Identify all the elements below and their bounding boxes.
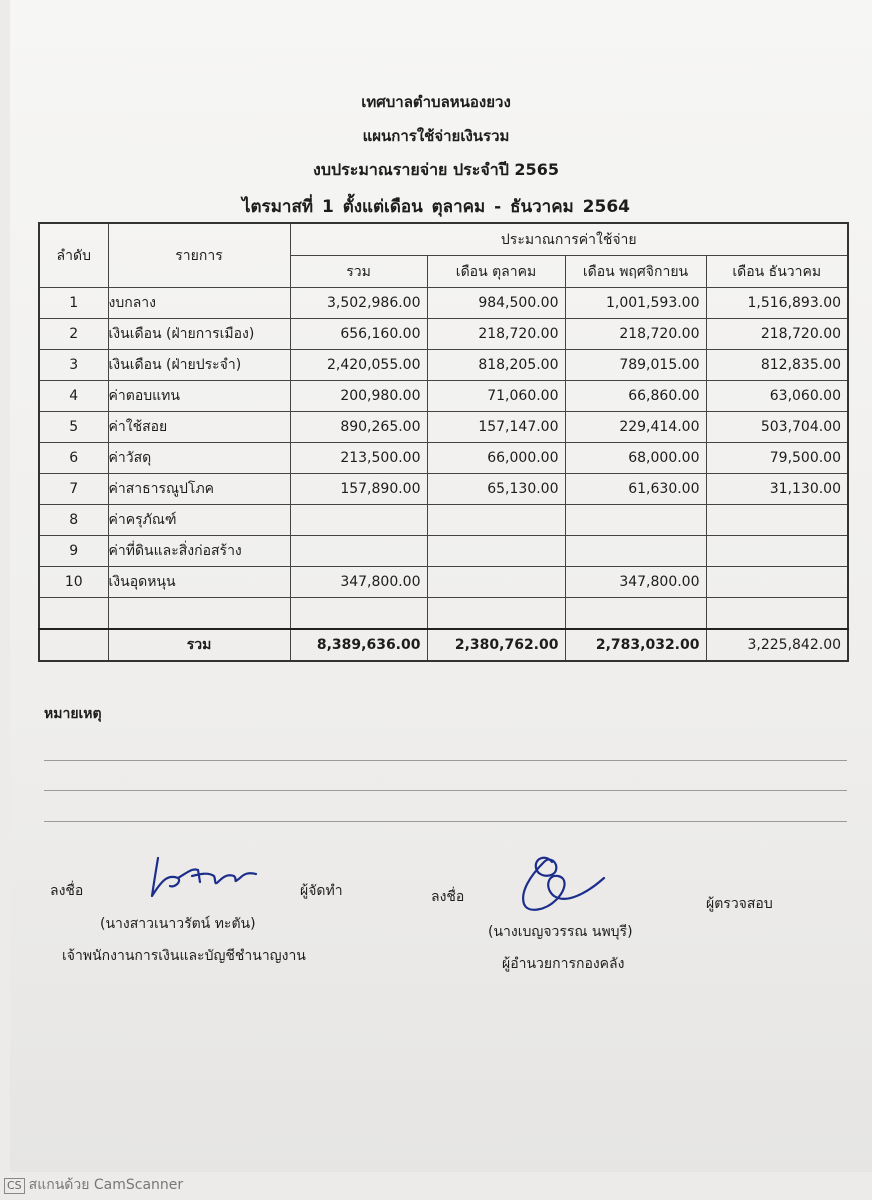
expense-plan-table [38, 222, 849, 662]
header-november: เดือน พฤศจิกายน [565, 256, 706, 288]
sum-total: 8,389,636.00 [290, 629, 427, 661]
header-october: เดือน ตุลาคม [427, 256, 565, 288]
scanner-footer [4, 1174, 183, 1196]
camscanner-icon: CS [4, 1178, 25, 1194]
row-november: 61,630.00 [565, 474, 706, 505]
row-no: 3 [39, 350, 108, 381]
row-december [706, 567, 848, 598]
row-november [565, 536, 706, 567]
row-item: ค่าสาธารณูปโภค [108, 474, 290, 505]
quarter-title: ไตรมาสที่ 1 ตั้งแต่เดือน ตุลาคม - ธันวาคม 2564 [241, 197, 631, 217]
row-december [706, 505, 848, 536]
row-no: 4 [39, 381, 108, 412]
left-position: เจ้าพนักงานการเงินและบัญชีชำนาญงาน [62, 948, 306, 964]
right-sign-label: ลงชื่อ [431, 889, 465, 905]
remark-line [44, 790, 847, 791]
remark-line [44, 760, 847, 761]
left-signature-image [148, 852, 260, 900]
row-october [427, 536, 565, 567]
row-december: 812,835.00 [706, 350, 848, 381]
row-november: 66,860.00 [565, 381, 706, 412]
plan-title: แผนการใช้จ่ายเงินรวม [362, 127, 510, 145]
row-october [427, 505, 565, 536]
table-row [39, 505, 848, 536]
sum-row [39, 629, 848, 661]
table-row [39, 288, 848, 319]
budget-title: งบประมาณรายจ่าย ประจำปี 2565 [313, 160, 559, 179]
row-total: 2,420,055.00 [290, 350, 427, 381]
row-no: 7 [39, 474, 108, 505]
table-row [39, 319, 848, 350]
row-december: 31,130.00 [706, 474, 848, 505]
row-total: 157,890.00 [290, 474, 427, 505]
row-no: 5 [39, 412, 108, 443]
row-november: 68,000.00 [565, 443, 706, 474]
row-october: 71,060.00 [427, 381, 565, 412]
row-total: 3,502,986.00 [290, 288, 427, 319]
row-total [290, 598, 427, 630]
remark-line [44, 821, 847, 822]
header-no: ลำดับ [39, 223, 108, 288]
row-november [565, 505, 706, 536]
row-no: 1 [39, 288, 108, 319]
row-november: 218,720.00 [565, 319, 706, 350]
row-december [706, 536, 848, 567]
row-no: 6 [39, 443, 108, 474]
remark-label: หมายเหตุ [44, 706, 102, 722]
header-total: รวม [290, 256, 427, 288]
right-signature-image [510, 848, 610, 918]
header-item: รายการ [108, 223, 290, 288]
table-row [39, 536, 848, 567]
row-december: 218,720.00 [706, 319, 848, 350]
row-no: 9 [39, 536, 108, 567]
table-row [39, 350, 848, 381]
row-no [39, 598, 108, 630]
table-row [39, 412, 848, 443]
row-item: ค่าครุภัณฑ์ [108, 505, 290, 536]
header-december: เดือน ธันวาคม [706, 256, 848, 288]
right-name: (นางเบญจวรรณ นพบุรี) [488, 924, 633, 940]
row-item: เงินเดือน (ฝ่ายการเมือง) [108, 319, 290, 350]
left-sign-label: ลงชื่อ [50, 883, 84, 899]
row-item: ค่าใช้สอย [108, 412, 290, 443]
row-october: 818,205.00 [427, 350, 565, 381]
table-row [39, 598, 848, 630]
right-position: ผู้อำนวยการกองคลัง [502, 956, 625, 972]
row-december: 79,500.00 [706, 443, 848, 474]
table-row [39, 443, 848, 474]
sum-label: รวม [108, 629, 290, 661]
row-november: 347,800.00 [565, 567, 706, 598]
header-estimate-group: ประมาณการค่าใช้จ่าย [290, 223, 848, 256]
row-total [290, 536, 427, 567]
row-item [108, 598, 290, 630]
row-october: 218,720.00 [427, 319, 565, 350]
row-total: 347,800.00 [290, 567, 427, 598]
row-december [706, 598, 848, 630]
row-no: 8 [39, 505, 108, 536]
row-item: งบกลาง [108, 288, 290, 319]
row-october: 66,000.00 [427, 443, 565, 474]
row-october [427, 567, 565, 598]
row-no: 2 [39, 319, 108, 350]
row-item: เงินเดือน (ฝ่ายประจำ) [108, 350, 290, 381]
sum-no-cell [39, 629, 108, 661]
row-item: ค่าวัสดุ [108, 443, 290, 474]
row-item: เงินอุดหนุน [108, 567, 290, 598]
sum-november: 2,783,032.00 [565, 629, 706, 661]
row-october [427, 598, 565, 630]
row-november: 789,015.00 [565, 350, 706, 381]
row-october: 157,147.00 [427, 412, 565, 443]
row-november: 1,001,593.00 [565, 288, 706, 319]
row-november: 229,414.00 [565, 412, 706, 443]
left-name: (นางสาวเนาวรัตน์ ทะตัน) [100, 916, 256, 932]
row-october: 65,130.00 [427, 474, 565, 505]
row-no: 10 [39, 567, 108, 598]
row-item: ค่าที่ดินและสิ่งก่อสร้าง [108, 536, 290, 567]
row-december: 63,060.00 [706, 381, 848, 412]
sum-october: 2,380,762.00 [427, 629, 565, 661]
row-item: ค่าตอบแทน [108, 381, 290, 412]
row-october: 984,500.00 [427, 288, 565, 319]
table-row [39, 474, 848, 505]
row-december: 1,516,893.00 [706, 288, 848, 319]
footer-text: สแกนด้วย CamScanner [28, 1177, 184, 1193]
left-role: ผู้จัดทำ [300, 883, 343, 899]
right-role: ผู้ตรวจสอบ [706, 896, 773, 912]
org-title: เทศบาลตำบลหนองยวง [361, 93, 511, 111]
row-total: 200,980.00 [290, 381, 427, 412]
table-row [39, 381, 848, 412]
sum-december: 3,225,842.00 [706, 629, 848, 661]
row-november [565, 598, 706, 630]
table-row [39, 567, 848, 598]
row-december: 503,704.00 [706, 412, 848, 443]
row-total [290, 505, 427, 536]
row-total: 890,265.00 [290, 412, 427, 443]
row-total: 213,500.00 [290, 443, 427, 474]
row-total: 656,160.00 [290, 319, 427, 350]
